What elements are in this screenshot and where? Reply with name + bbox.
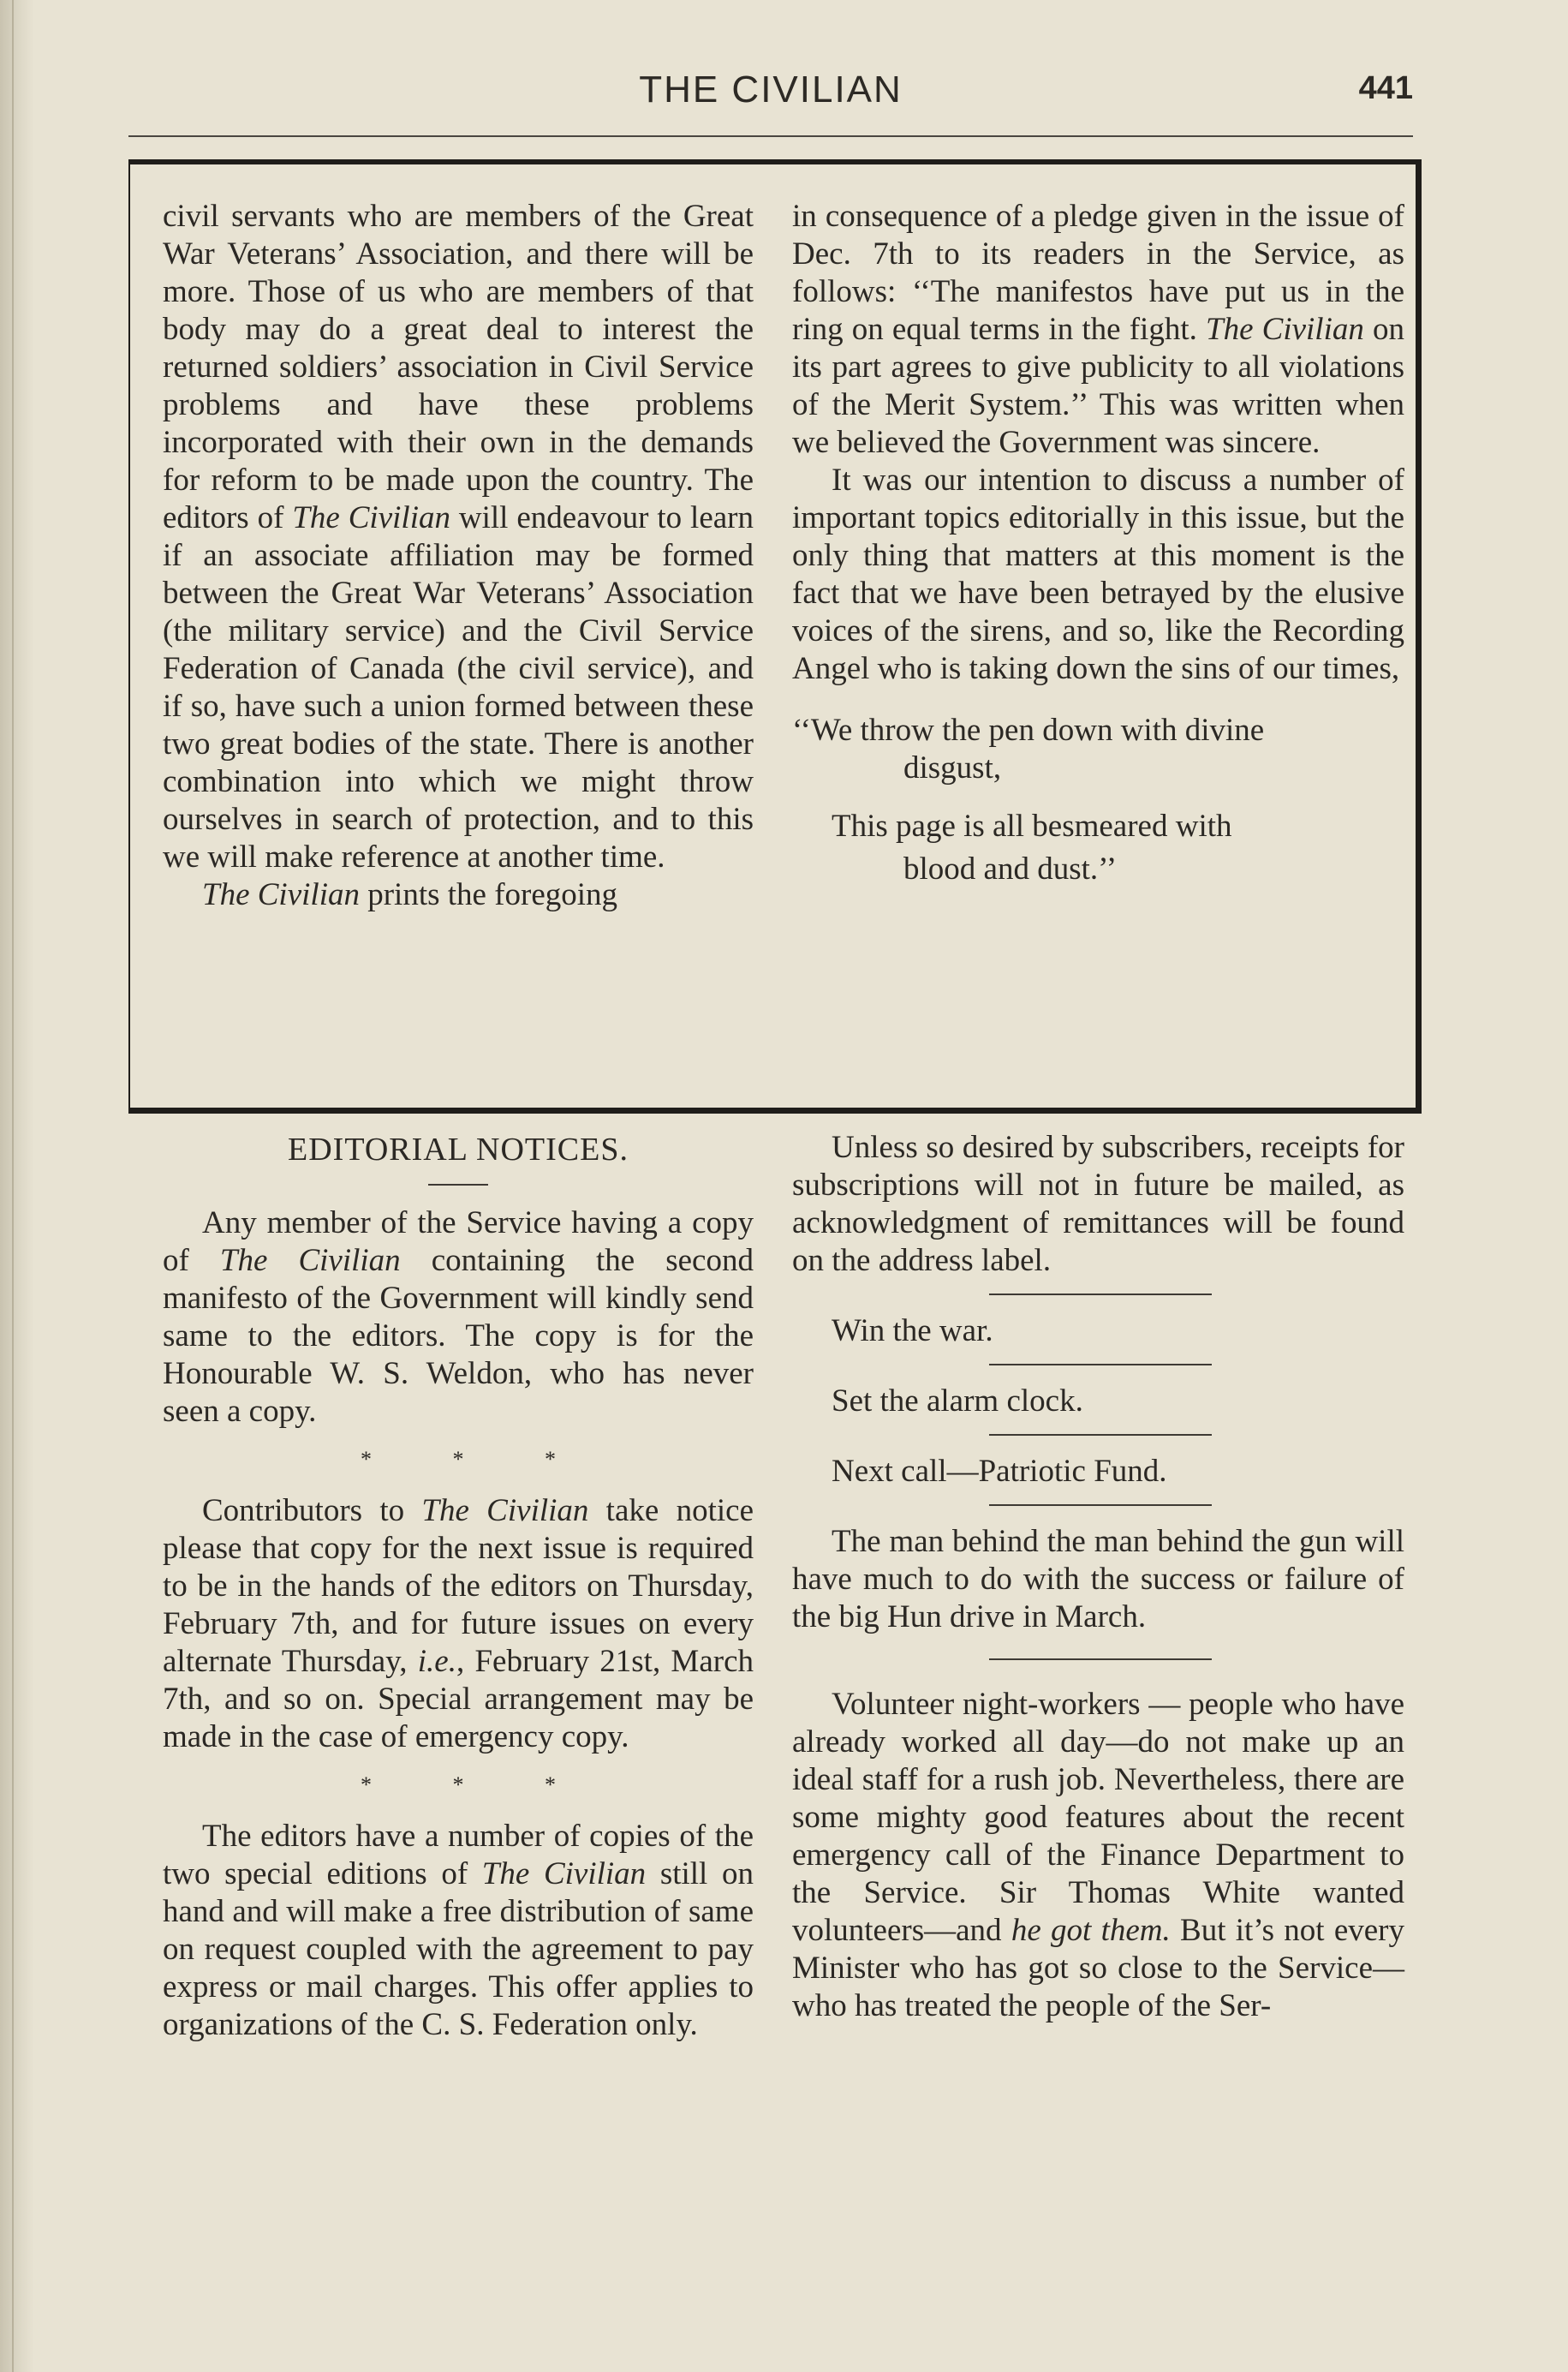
text-run: Volunteer night-workers — people who have already worked all day—do not make up an ideal staff for a rush job. Nevertheless, there are some mighty good features about the recent emergency call of the Finance Department to the Service. Sir Thomas White wanted volunteers—and <box>792 1687 1404 1948</box>
text-run: prints the foregoing <box>359 877 618 912</box>
notice-contributors <box>163 1492 754 1756</box>
verse-line-3: This page is all besmeared with <box>832 809 1232 844</box>
brief-rule <box>989 1364 1212 1365</box>
verse-line-2: disgust, <box>903 750 1002 786</box>
brief-receipts: Unless so desired by subscribers, receipts for subscriptions will not in future be mailed, as acknowledgment of remittances will be found on the address label. <box>792 1130 1404 1278</box>
verse-line-4: blood and dust.’’ <box>903 851 1118 887</box>
boxed-paragraph-intention: It was our intention to discuss a number of important topics editorially in this issue, but the only thing that matters at this moment is the fact that we have been betrayed by the elusive voices of the sirens, and so, like the Recording Angel who is taking down the sins of our times, <box>792 463 1404 686</box>
brief-win-the-war: Win the war. <box>832 1313 993 1348</box>
text-run: civil servants who are members of the Great War Veterans’ Association, and there will be more. Those of us who are members of that body may do a great deal to interest the returned soldiers’ association in Civil Service problems and have these problems incorporated with their own in the demands for reform to be made upon the country. The editors of <box>163 199 754 535</box>
publication-name-italic: The Civilian <box>202 877 360 912</box>
page-binding-edge <box>0 0 34 2372</box>
publication-name-italic: The Civilian <box>292 500 450 535</box>
section-heading: EDITORIAL NOTICES. <box>288 1132 629 1168</box>
text-run: Contributors to <box>202 1493 422 1528</box>
brief-items-column <box>792 1129 1404 2025</box>
publication-title: THE CIVILIAN <box>639 69 903 111</box>
binding-line <box>12 0 14 2372</box>
boxed-article-left-column <box>163 198 754 914</box>
brief-rule <box>989 1658 1212 1660</box>
boxed-paragraph-continuation <box>163 198 754 876</box>
brief-alarm-clock: Set the alarm clock. <box>832 1383 1083 1419</box>
brief-rule <box>989 1504 1212 1506</box>
text-run: But it’s not every Minister who has got so close to the Service—who has treated the people of the Ser- <box>792 1913 1405 2023</box>
text-run: will endeavour to learn if an associate affiliation may be formed between the Great War Veterans’ Association (the military service) and the Civil Service Federation of Canada (the civil service), and if so, have such a union formed between these two great bodies of the state. There is another combination into which we might throw ourselves in search of protection, and to this we will make reference at another time. <box>163 500 754 875</box>
text-run: Any member of the Service having a copy of <box>163 1205 754 1278</box>
publication-name-italic: The Civilian <box>421 1493 589 1528</box>
brief-man-behind-gun: The man behind the man behind the gun will have much to do with the success or failure of the big Hun drive in March. <box>792 1524 1404 1634</box>
section-separator-stars: * * * <box>361 1772 593 1797</box>
notice-manifesto-copy <box>163 1204 754 1431</box>
heading-rule <box>428 1184 488 1186</box>
brief-rule <box>989 1434 1212 1436</box>
notice-special-editions <box>163 1818 754 2044</box>
text-run: on its part agrees to give publicity to all violations of the Merit System.’’ This was written when we believed the Government was sincere. <box>792 312 1404 460</box>
text-run: containing the second manifesto of the Government will kindly send same to the editors. The copy is for the Honourable W. S. Weldon, who has never seen a copy. <box>163 1243 754 1429</box>
brief-patriotic-fund: Next call—Patriotic Fund. <box>832 1454 1167 1489</box>
abbreviation-italic: i.e. <box>417 1644 456 1679</box>
text-run: in consequence of a pledge given in the issue of Dec. 7th to its readers in the Service, as follows: ‘‘The manifestos have put us in the ring on equal terms in the fight. <box>792 199 1404 347</box>
text-run: still on hand and will make a free distribution of same on request coupled with the agreement to pay express or mail charges. This offer applies to organizations of the C. S. Federation only. <box>163 1856 754 2042</box>
page-header <box>128 69 1413 128</box>
text-run: , February 21st, March 7th, and so on. Special arrangement may be made in the case of emergency copy. <box>163 1644 754 1754</box>
section-separator-stars: * * * <box>361 1447 593 1472</box>
text-run: take notice please that copy for the next issue is required to be in the hands of the editors on Thursday, February 7th, and for future issues on every alternate Thursday, <box>163 1493 754 1679</box>
verse-gap <box>792 787 1404 808</box>
emphasis-italic: he got them. <box>1011 1913 1171 1948</box>
boxed-paragraph-pledge <box>792 198 1404 462</box>
publication-name-italic: The Civilian <box>481 1856 647 1891</box>
page-number: 441 <box>1358 70 1413 106</box>
publication-name-italic: The Civilian <box>219 1243 401 1278</box>
header-rule <box>128 135 1413 137</box>
boxed-paragraph-foregoing <box>163 876 754 914</box>
verse-line-1: ‘‘We throw the pen down with divine <box>792 713 1265 748</box>
publication-name-italic: The Civilian <box>1206 312 1364 347</box>
editorial-notices-column <box>163 1129 754 2047</box>
boxed-article-right-column <box>792 198 1404 888</box>
text-run: The editors have a number of copies of the two special editions of <box>163 1819 754 1891</box>
brief-volunteer-night-workers <box>792 1686 1404 2025</box>
brief-rule <box>989 1294 1212 1295</box>
